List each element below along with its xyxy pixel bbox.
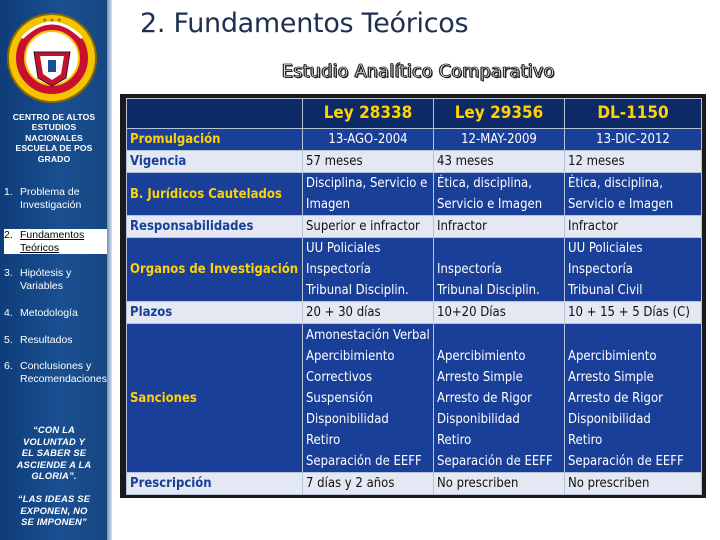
cell-line: Tribunal Disciplin. bbox=[437, 283, 540, 299]
nav-item-label: Metodología bbox=[20, 307, 78, 319]
motto-ideas bbox=[0, 493, 108, 528]
cell-line: Arresto de Rigor bbox=[568, 390, 663, 406]
table-row bbox=[127, 302, 702, 324]
school-name-line: ESTUDIOS bbox=[31, 122, 77, 133]
cell-line: Inspectoría bbox=[437, 262, 502, 278]
table-header-row bbox=[127, 99, 702, 129]
nav-item-label: Hipótesis y Variables bbox=[20, 267, 72, 292]
cell-line: 7 días y 2 años bbox=[306, 475, 395, 491]
cell-line: No prescriben bbox=[568, 475, 650, 491]
cell-line: Superior e infractor bbox=[306, 219, 420, 235]
row-label: Vigencia bbox=[127, 151, 303, 173]
table-cell bbox=[303, 472, 434, 494]
motto-line: VOLUNTAD Y bbox=[22, 435, 86, 447]
table-row bbox=[127, 173, 702, 216]
table-row bbox=[127, 151, 702, 173]
comparison-table-frame bbox=[120, 94, 706, 498]
cell-line: Inspectoría bbox=[568, 262, 633, 278]
table-cell bbox=[434, 151, 565, 173]
cell-line: Ética, disciplina, bbox=[568, 176, 663, 192]
cell-line: No prescriben bbox=[437, 475, 519, 491]
table-cell bbox=[565, 216, 702, 238]
cell-line: Suspensión bbox=[306, 390, 373, 406]
sidebar bbox=[0, 0, 112, 540]
page-title: 2. Fundamentos Teóricos bbox=[140, 8, 469, 39]
nav-item-label: Fundamentos Teóricos bbox=[20, 229, 85, 254]
nav-item-metodologia[interactable] bbox=[4, 307, 110, 320]
institution-emblem-icon bbox=[4, 8, 100, 104]
nav-item-number: 6. bbox=[4, 360, 13, 372]
cell-line: Retiro bbox=[306, 432, 341, 448]
table-cell bbox=[303, 238, 434, 302]
school-name-line: CENTRO DE ALTOS bbox=[12, 112, 96, 122]
nav-item-label: Conclusiones y Recomendaciones bbox=[20, 360, 107, 385]
cell-line: 57 meses bbox=[306, 154, 363, 170]
row-label: B. Jurídicos Cautelados bbox=[127, 173, 303, 216]
table-cell bbox=[434, 324, 565, 472]
cell-line: 13-DIC-2012 bbox=[596, 132, 670, 148]
cell-line: Inspectoría bbox=[306, 262, 371, 278]
table-row bbox=[127, 216, 702, 238]
table-cell bbox=[434, 302, 565, 324]
cell-line bbox=[437, 238, 561, 259]
cell-line: Disponibilidad bbox=[306, 411, 389, 427]
motto-line: “LAS IDEAS SE bbox=[17, 493, 91, 504]
nav-item-fundamentos[interactable] bbox=[4, 229, 110, 254]
table-cell bbox=[303, 324, 434, 472]
cell-line: Imagen bbox=[306, 197, 351, 213]
cell-line: Separación de EEFF bbox=[437, 453, 553, 469]
cell-line: Separación de EEFF bbox=[306, 453, 422, 469]
row-label: Responsabilidades bbox=[127, 216, 303, 238]
cell-line: Servicio e Imagen bbox=[437, 197, 543, 213]
cell-line: Arresto Simple bbox=[568, 369, 654, 385]
cell-line: Infractor bbox=[437, 219, 487, 235]
cell-line: Servicio e Imagen bbox=[568, 197, 674, 213]
nav-item-number: 2. bbox=[4, 229, 13, 241]
sidebar-divider bbox=[107, 0, 112, 540]
nav-item-number: 1. bbox=[4, 186, 13, 198]
cell-line: Arresto de Rigor bbox=[437, 390, 532, 406]
table-cell bbox=[565, 151, 702, 173]
cell-line bbox=[437, 325, 561, 346]
cell-line: Disponibilidad bbox=[437, 411, 520, 427]
table-row bbox=[127, 472, 702, 494]
cell-line: 43 meses bbox=[437, 154, 494, 170]
table-cell bbox=[434, 173, 565, 216]
column-header: Ley 29356 bbox=[434, 99, 565, 129]
nav-item-label: Resultados bbox=[20, 334, 73, 346]
cell-line: 10+20 Días bbox=[437, 305, 506, 321]
table-cell bbox=[434, 216, 565, 238]
table-cell bbox=[434, 472, 565, 494]
row-label: Plazos bbox=[127, 302, 303, 324]
motto-line: SE IMPONEN” bbox=[21, 516, 87, 528]
nav-item-hipotesis[interactable] bbox=[4, 267, 110, 292]
cell-line: Apercibimiento bbox=[306, 348, 395, 364]
cell-line: UU Policiales bbox=[306, 241, 381, 257]
nav-item-label: Problema de Investigación bbox=[20, 186, 82, 211]
motto-voluntad bbox=[0, 424, 108, 482]
table-cell bbox=[565, 129, 702, 151]
row-label: Organos de Investigación bbox=[127, 238, 303, 302]
table-cell bbox=[565, 324, 702, 472]
column-header: DL-1150 bbox=[565, 99, 702, 129]
nav-item-number: 3. bbox=[4, 267, 13, 279]
cell-line: Disponibilidad bbox=[568, 411, 651, 427]
cell-line: Arresto Simple bbox=[437, 369, 523, 385]
table-cell bbox=[303, 173, 434, 216]
cell-line: 12-MAY-2009 bbox=[461, 132, 537, 148]
svg-text:★ ★ ★: ★ ★ ★ bbox=[42, 17, 62, 24]
table-cell bbox=[565, 173, 702, 216]
cell-line: 10 + 15 + 5 Días (C) bbox=[568, 305, 690, 321]
row-label: Promulgación bbox=[127, 129, 303, 151]
cell-line: Tribunal Civil bbox=[568, 283, 643, 299]
school-name bbox=[0, 112, 108, 164]
school-name-line: GRADO bbox=[37, 153, 71, 164]
cell-line bbox=[568, 325, 698, 346]
table-cell bbox=[565, 238, 702, 302]
motto-line: EXPONEN, NO bbox=[20, 504, 88, 516]
cell-line: Tribunal Disciplin. bbox=[306, 283, 409, 299]
comparison-table bbox=[126, 98, 702, 495]
table-cell bbox=[303, 129, 434, 151]
table-cell bbox=[565, 302, 702, 324]
motto-line: EL SABER SE bbox=[21, 447, 87, 459]
table-body bbox=[127, 129, 702, 495]
table-row bbox=[127, 238, 702, 302]
motto-line: “CON LA bbox=[32, 424, 76, 435]
table-row bbox=[127, 129, 702, 151]
cell-line: Separación de EEFF bbox=[568, 453, 684, 469]
table-cell bbox=[434, 129, 565, 151]
table-cell bbox=[303, 151, 434, 173]
cell-line: Retiro bbox=[437, 432, 472, 448]
table-row bbox=[127, 324, 702, 472]
cell-line: Infractor bbox=[568, 219, 618, 235]
table-cell bbox=[565, 472, 702, 494]
nav-item-number: 4. bbox=[4, 307, 13, 319]
nav-item-conclusiones[interactable] bbox=[4, 360, 110, 385]
cell-line: Amonestación Verbal bbox=[306, 327, 430, 343]
row-label: Prescripción bbox=[127, 472, 303, 494]
nav-item-problema[interactable] bbox=[4, 186, 110, 211]
page-subtitle: Estudio Analítico Comparativo bbox=[282, 62, 555, 82]
cell-line: Retiro bbox=[568, 432, 603, 448]
cell-line: Disciplina, Servicio e bbox=[306, 176, 428, 192]
cell-line: Correctivos bbox=[306, 369, 373, 385]
motto-line: GLORIA”. bbox=[31, 470, 77, 482]
cell-line: 20 + 30 días bbox=[306, 305, 381, 321]
cell-line: 12 meses bbox=[568, 154, 625, 170]
nav-item-resultados[interactable] bbox=[4, 334, 110, 347]
cell-line: Apercibimiento bbox=[568, 348, 657, 364]
table-cell bbox=[303, 216, 434, 238]
cell-line: Apercibimiento bbox=[437, 348, 526, 364]
row-label: Sanciones bbox=[127, 324, 303, 472]
cell-line: Ética, disciplina, bbox=[437, 176, 532, 192]
nav-item-number: 5. bbox=[4, 334, 13, 346]
cell-line: 13-AGO-2004 bbox=[328, 132, 408, 148]
motto-line: ASCIENDE A LA bbox=[16, 458, 92, 470]
column-header: Ley 28338 bbox=[303, 99, 434, 129]
table-cell bbox=[434, 238, 565, 302]
school-name-line: ESCUELA DE POS bbox=[15, 143, 93, 154]
table-cell bbox=[303, 302, 434, 324]
school-name-line: NACIONALES bbox=[25, 132, 83, 143]
cell-line: UU Policiales bbox=[568, 241, 643, 257]
column-header bbox=[127, 99, 303, 129]
